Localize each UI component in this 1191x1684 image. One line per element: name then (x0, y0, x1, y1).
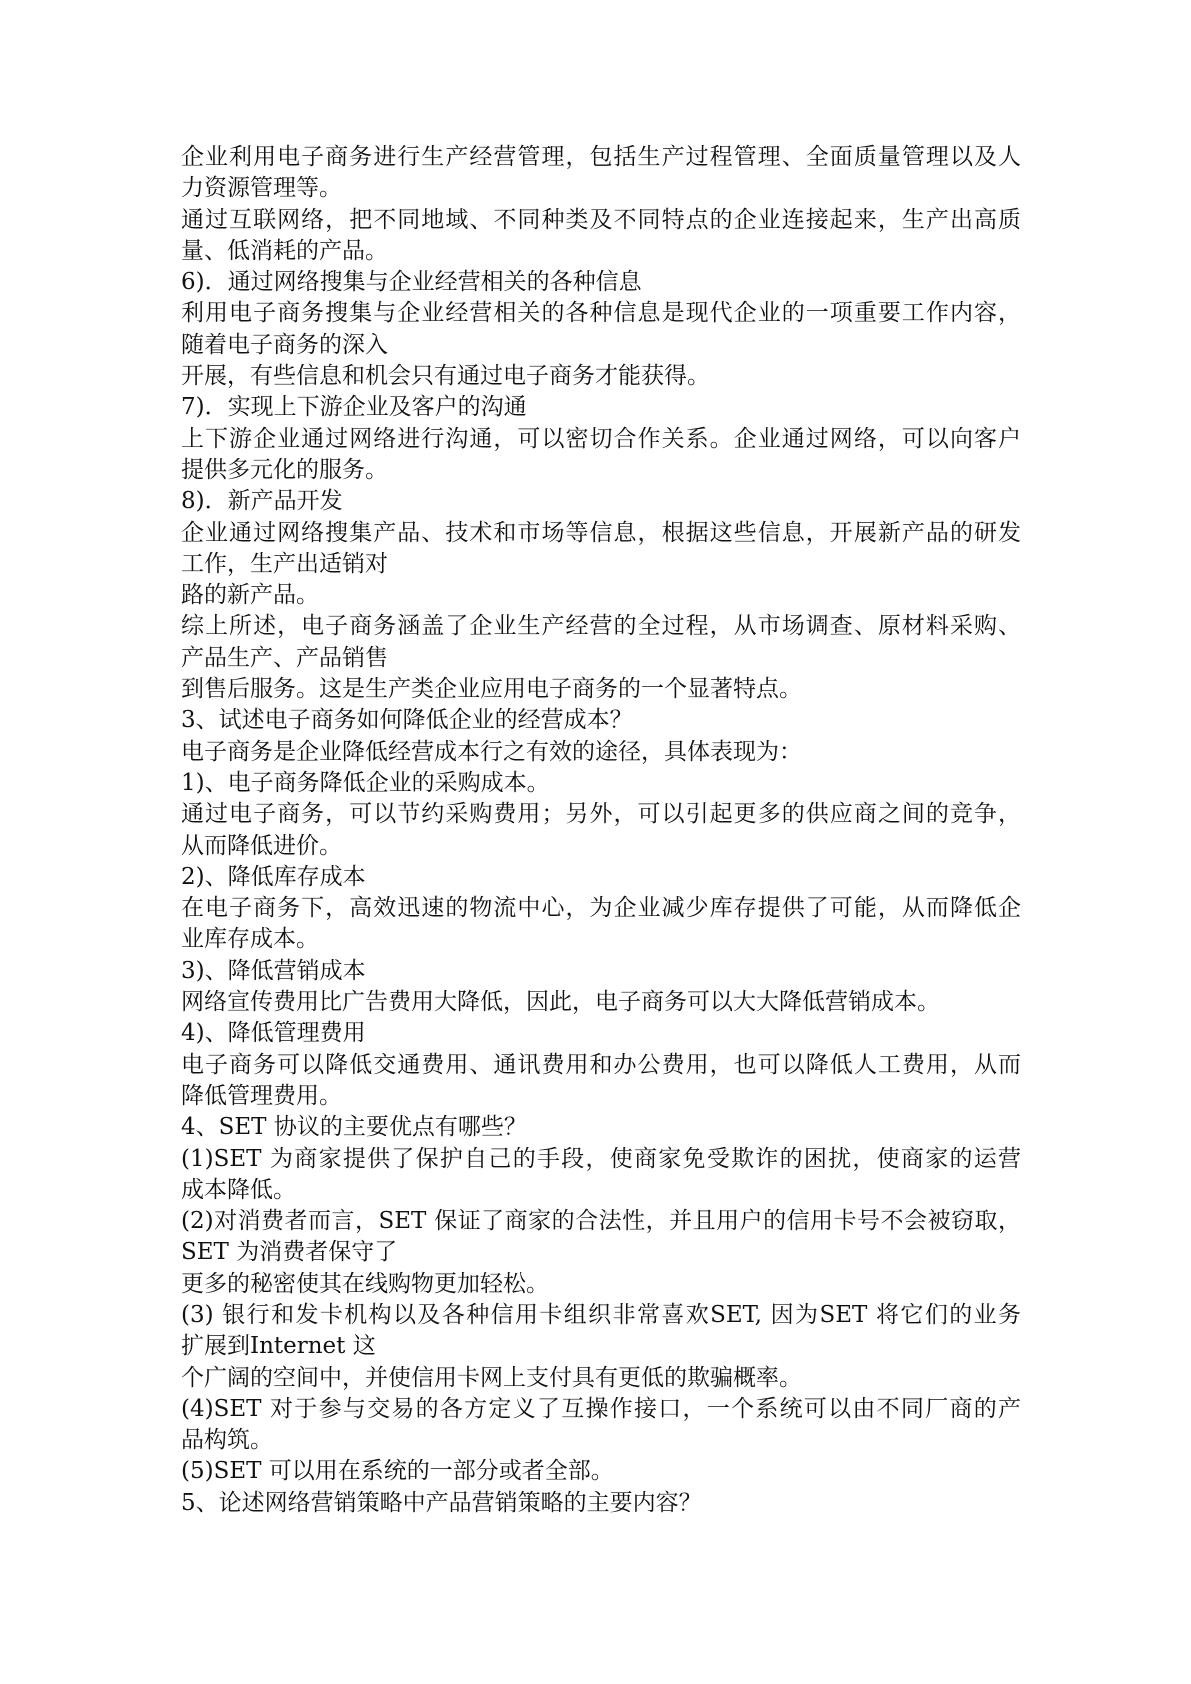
text-line: (4)SET 对于参与交易的各方定义了互操作接口，一个系统可以由不同厂商的产 (181, 1395, 1021, 1422)
text-line: 产品生产、产品销售 (181, 644, 388, 671)
text-line: 3、试述电子商务如何降低企业的经营成本？ (181, 707, 633, 734)
text-line: 在电子商务下，高效迅速的物流中心，为企业减少库存提供了可能，从而降低企 (181, 895, 1021, 922)
text-line: 综上所述，电子商务涵盖了企业生产经营的全过程，从市场调查、原材料采购、 (181, 613, 1021, 640)
text-line: 3)、降低营销成本 (181, 957, 366, 984)
text-line: 电子商务是企业降低经营成本行之有效的途径，具体表现为： (181, 738, 802, 765)
text-line: 成本降低。 (181, 1176, 296, 1203)
text-line: 扩展到Internet 这 (181, 1333, 376, 1360)
text-line: 随着电子商务的深入 (181, 331, 388, 358)
text-line: 2)、降低库存成本 (181, 863, 366, 890)
text-line: 力资源管理等。 (181, 175, 342, 202)
text-line: 个广阔的空间中，并使信用卡网上支付具有更低的欺骗概率。 (181, 1364, 802, 1391)
text-line: 6)．通过网络搜集与企业经营相关的各种信息 (181, 269, 642, 296)
text-line: 5、论述网络营销策略中产品营销策略的主要内容？ (181, 1489, 702, 1516)
text-line: 4)、降低管理费用 (181, 1020, 366, 1047)
text-line: (1)SET 为商家提供了保护自己的手段，使商家免受欺诈的困扰，使商家的运营 (181, 1145, 1021, 1172)
text-line: 业库存成本。 (181, 926, 319, 953)
text-line: 1)、电子商务降低企业的采购成本。 (181, 769, 550, 796)
text-line: 8)．新产品开发 (181, 488, 343, 515)
text-line: (3) 银行和发卡机构以及各种信用卡组织非常喜欢SET, 因为SET 将它们的业务 (181, 1301, 1021, 1328)
text-line: 从而降低进价。 (181, 832, 342, 859)
text-line: 利用电子商务搜集与企业经营相关的各种信息是现代企业的一项重要工作内容， (181, 300, 1021, 327)
document-body (181, 142, 1021, 1519)
text-line: 4、SET 协议的主要优点有哪些？ (181, 1114, 527, 1141)
text-line: 上下游企业通过网络进行沟通，可以密切合作关系。企业通过网络，可以向客户 (181, 425, 1021, 452)
text-line: 企业通过网络搜集产品、技术和市场等信息，根据这些信息，开展新产品的研发 (181, 519, 1021, 546)
text-line: SET 为消费者保守了 (181, 1239, 398, 1266)
text-line: 到售后服务。这是生产类企业应用电子商务的一个显著特点。 (181, 676, 802, 703)
text-line: (2)对消费者而言，SET 保证了商家的合法性，并且用户的信用卡号不会被窃取， (181, 1208, 1021, 1235)
text-line: 降低管理费用。 (181, 1082, 342, 1109)
text-line: 网络宣传费用比广告费用大降低，因此，电子商务可以大大降低营销成本。 (181, 989, 940, 1016)
text-line: 企业利用电子商务进行生产经营管理，包括生产过程管理、全面质量管理以及人 (181, 144, 1021, 170)
text-line: 量、低消耗的产品。 (181, 237, 388, 264)
text-line: 提供多元化的服务。 (181, 456, 388, 483)
text-line: 7)．实现上下游企业及客户的沟通 (181, 394, 527, 421)
text-line: 通过电子商务，可以节约采购费用；另外，可以引起更多的供应商之间的竞争， (181, 801, 1021, 828)
text-line: 开展，有些信息和机会只有通过电子商务才能获得。 (181, 363, 710, 390)
text-line: 品构筑。 (181, 1427, 273, 1454)
text-line: 工作，生产出适销对 (181, 550, 388, 577)
text-line: 更多的秘密使其在线购物更加轻松。 (181, 1270, 549, 1297)
text-line: 路的新产品。 (181, 582, 319, 609)
text-line: 通过互联网络，把不同地域、不同种类及不同特点的企业连接起来，生产出高质 (181, 206, 1021, 233)
text-line: 电子商务可以降低交通费用、通讯费用和办公费用，也可以降低人工费用，从而 (181, 1051, 1021, 1078)
text-line: (5)SET 可以用在系统的一部分或者全部。 (181, 1458, 614, 1485)
